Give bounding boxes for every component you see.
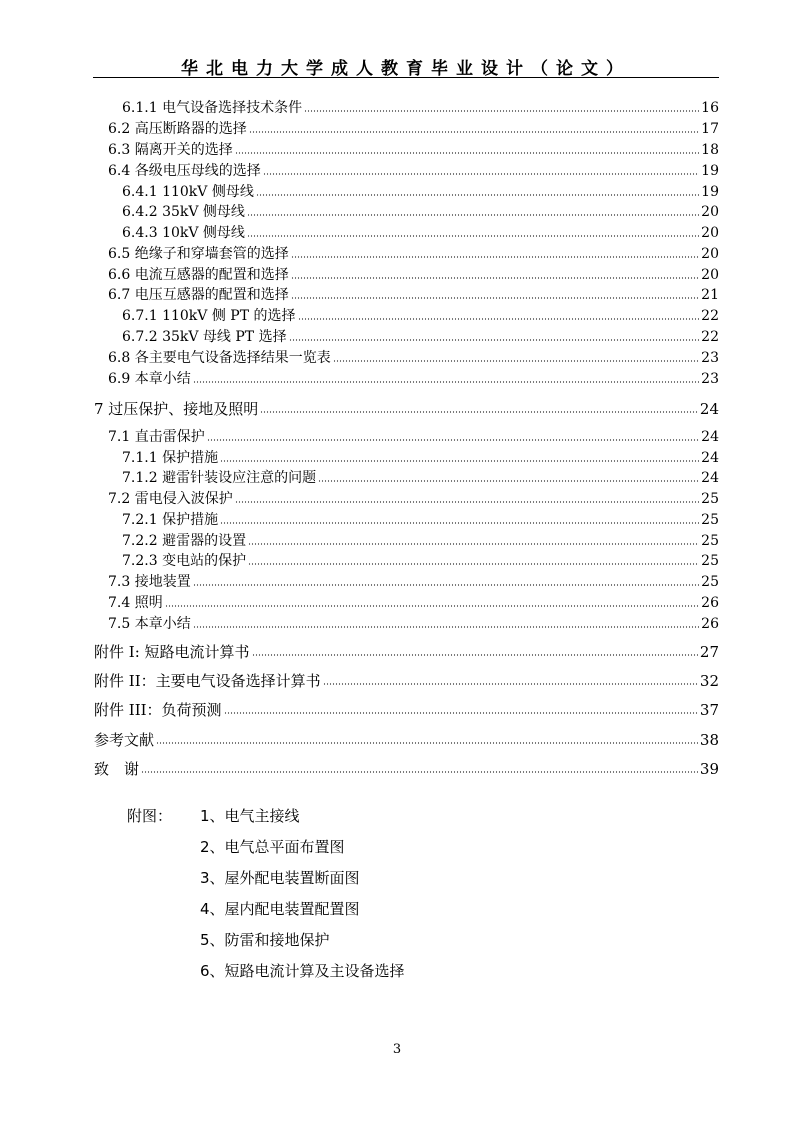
toc-dot-leader — [141, 770, 698, 774]
toc-entry[interactable] — [108, 284, 719, 304]
toc-entry-label: 6.8 各主要电气设备选择结果一览表 — [108, 350, 331, 366]
toc-entry-label: 附件 III：负荷预测 — [94, 701, 222, 719]
toc-entry-label: 7.2 雷电侵入波保护 — [108, 491, 233, 507]
toc-entry-label: 7.1 直击雷保护 — [108, 429, 205, 445]
toc-entry[interactable] — [94, 670, 719, 690]
toc-entry[interactable] — [108, 592, 719, 612]
toc-dot-leader — [298, 317, 700, 321]
toc-dot-leader — [252, 653, 698, 657]
toc-entry-label: 7.2.2 避雷器的设置 — [122, 533, 247, 549]
toc-entry-label: 6.4.1 110kV 侧母线 — [122, 184, 254, 200]
toc-entry-page: 27 — [699, 643, 719, 661]
toc-entry-label: 7.2.3 变电站的保护 — [122, 553, 247, 569]
toc-entry-label: 7.4 照明 — [108, 595, 163, 611]
toc-dot-leader — [291, 255, 699, 259]
toc-entry-page: 25 — [701, 491, 719, 507]
toc-dot-leader — [291, 276, 699, 280]
toc-entry-label: 附件 I: 短路电流计算书 — [94, 643, 250, 661]
toc-entry[interactable] — [108, 368, 719, 388]
toc-entry-page: 25 — [701, 553, 719, 569]
toc-entry-page: 17 — [701, 121, 719, 137]
toc-entry-label: 7.1.1 保护措施 — [122, 450, 219, 466]
toc-dot-leader — [193, 583, 699, 587]
toc-entry[interactable] — [108, 264, 719, 284]
toc-entry[interactable] — [122, 97, 719, 117]
toc-entry[interactable] — [122, 305, 719, 325]
toc-dot-leader — [333, 359, 699, 363]
toc-entry-page: 22 — [701, 329, 719, 345]
toc-entry[interactable] — [108, 613, 719, 633]
appendix-figure-item: 1、电气主接线 — [200, 807, 300, 825]
toc-entry-page: 21 — [701, 287, 719, 303]
toc-dot-leader — [207, 438, 699, 442]
toc-entry-label: 6.9 本章小结 — [108, 371, 191, 387]
toc-dot-leader — [156, 741, 698, 745]
toc-entry-label: 6.5 绝缘子和穿墙套管的选择 — [108, 246, 289, 262]
toc-entry-label: 7.5 本章小结 — [108, 616, 191, 632]
toc-entry[interactable] — [122, 530, 719, 550]
toc-dot-leader — [193, 380, 699, 384]
toc-entry-page: 39 — [699, 760, 719, 778]
toc-dot-leader — [260, 410, 698, 414]
toc-dot-leader — [165, 604, 699, 608]
toc-entry-label: 6.7 电压互感器的配置和选择 — [108, 287, 289, 303]
toc-entry-page: 37 — [699, 701, 719, 719]
toc-entry-page: 25 — [701, 533, 719, 549]
toc-dot-leader — [220, 459, 699, 463]
appendix-heading: 附图： — [127, 807, 173, 825]
toc-dot-leader — [235, 500, 699, 504]
toc-entry-page: 20 — [701, 204, 719, 220]
appendix-figure-item: 6、短路电流计算及主设备选择 — [200, 962, 405, 980]
toc-entry[interactable] — [122, 201, 719, 221]
header-rule — [93, 77, 719, 78]
toc-entry[interactable] — [108, 571, 719, 591]
toc-dot-leader — [323, 682, 698, 686]
toc-entry[interactable] — [122, 181, 719, 201]
toc-dot-leader — [256, 193, 699, 197]
toc-entry[interactable] — [122, 326, 719, 346]
toc-entry-page: 24 — [701, 429, 719, 445]
toc-entry-page: 26 — [701, 616, 719, 632]
toc-entry[interactable] — [108, 426, 719, 446]
toc-entry-page: 19 — [701, 184, 719, 200]
toc-entry-page: 32 — [699, 672, 719, 690]
toc-entry-page: 24 — [701, 470, 719, 486]
toc-entry-label: 7.3 接地装置 — [108, 574, 191, 590]
toc-dot-leader — [220, 521, 699, 525]
toc-entry[interactable] — [94, 398, 719, 418]
toc-entry[interactable] — [108, 118, 719, 138]
toc-dot-leader — [289, 338, 700, 342]
toc-entry-page: 24 — [699, 400, 719, 418]
toc-entry[interactable] — [94, 729, 719, 749]
toc-entry[interactable] — [94, 758, 719, 778]
toc-entry[interactable] — [122, 509, 719, 529]
toc-entry-label: 6.7.2 35kV 母线 PT 选择 — [122, 329, 287, 345]
toc-entry[interactable] — [108, 160, 719, 180]
toc-dot-leader — [304, 109, 699, 113]
toc-entry-page: 26 — [701, 595, 719, 611]
toc-entry-page: 16 — [701, 100, 719, 116]
toc-entry-label: 6.4 各级电压母线的选择 — [108, 163, 261, 179]
toc-entry-page: 20 — [701, 225, 719, 241]
toc-entry-page: 38 — [699, 731, 719, 749]
toc-entry[interactable] — [122, 447, 719, 467]
toc-entry-label: 参考文献 — [94, 731, 155, 749]
toc-entry[interactable] — [108, 347, 719, 367]
toc-entry-page: 24 — [701, 450, 719, 466]
toc-entry-label: 6.2 高压断路器的选择 — [108, 121, 247, 137]
toc-entry-label: 6.4.3 10kV 侧母线 — [122, 225, 245, 241]
page-number: 3 — [392, 1042, 402, 1057]
toc-entry-page: 25 — [701, 512, 719, 528]
toc-entry-page: 23 — [701, 350, 719, 366]
toc-entry[interactable] — [108, 139, 719, 159]
appendix-figure-item: 3、屋外配电装置断面图 — [200, 869, 360, 887]
toc-entry-page: 20 — [701, 267, 719, 283]
toc-dot-leader — [247, 234, 699, 238]
toc-entry-page: 25 — [701, 574, 719, 590]
toc-entry-page: 20 — [701, 246, 719, 262]
toc-entry[interactable] — [122, 467, 719, 487]
toc-entry[interactable] — [108, 243, 719, 263]
toc-entry-page: 22 — [701, 308, 719, 324]
toc-entry[interactable] — [108, 488, 719, 508]
toc-entry[interactable] — [94, 699, 719, 719]
toc-entry-label: 6.6 电流互感器的配置和选择 — [108, 267, 289, 283]
toc-dot-leader — [318, 479, 699, 483]
toc-dot-leader — [249, 130, 699, 134]
toc-entry-label: 6.4.2 35kV 侧母线 — [122, 204, 245, 220]
toc-entry[interactable] — [122, 222, 719, 242]
toc-dot-leader — [263, 172, 699, 176]
toc-dot-leader — [291, 296, 699, 300]
toc-dot-leader — [248, 542, 699, 546]
toc-entry[interactable] — [94, 641, 719, 661]
page-header-title: 华北电力大学成人教育毕业设计（论文） — [181, 59, 631, 79]
toc-entry-label: 7 过压保护、接地及照明 — [94, 400, 259, 418]
toc-dot-leader — [247, 213, 699, 217]
toc-entry[interactable] — [122, 550, 719, 570]
appendix-figure-item: 5、防雷和接地保护 — [200, 931, 330, 949]
toc-entry-label: 6.7.1 110kV 侧 PT 的选择 — [122, 308, 296, 324]
appendix-figure-item: 2、电气总平面布置图 — [200, 838, 345, 856]
toc-entry-page: 18 — [701, 142, 719, 158]
toc-entry-label: 附件 II：主要电气设备选择计算书 — [94, 672, 321, 690]
toc-entry-label: 6.3 隔离开关的选择 — [108, 142, 233, 158]
toc-dot-leader — [224, 711, 698, 715]
toc-dot-leader — [193, 625, 699, 629]
toc-entry-page: 19 — [701, 163, 719, 179]
toc-entry-label: 7.2.1 保护措施 — [122, 512, 219, 528]
toc-entry-label: 7.1.2 避雷针装设应注意的问题 — [122, 470, 317, 486]
toc-entry-page: 23 — [701, 371, 719, 387]
toc-dot-leader — [235, 151, 699, 155]
toc-dot-leader — [248, 562, 699, 566]
toc-entry-label: 6.1.1 电气设备选择技术条件 — [122, 100, 303, 116]
appendix-figure-item: 4、屋内配电装置配置图 — [200, 900, 360, 918]
toc-entry-label: 致 谢 — [94, 760, 140, 778]
